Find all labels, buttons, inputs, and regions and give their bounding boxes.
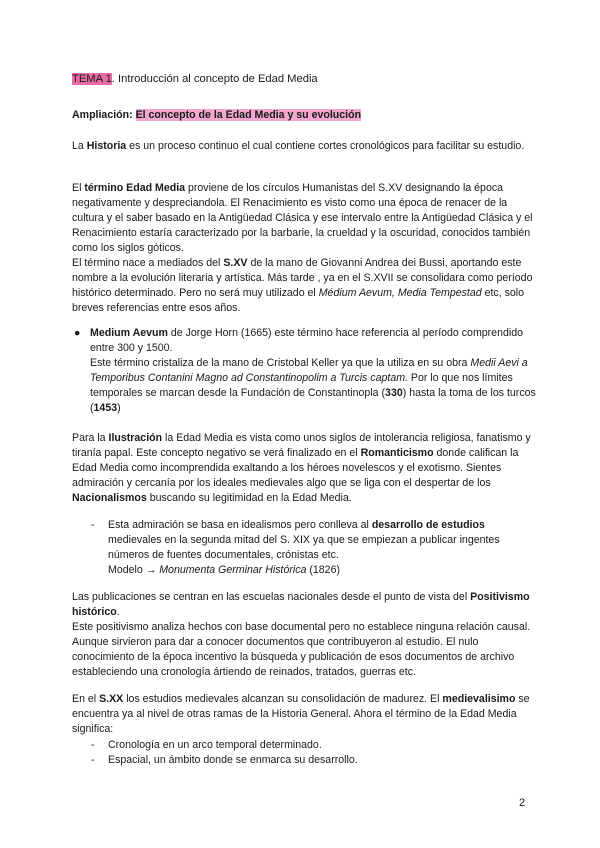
list-item: - Espacial, un ámbito donde se enmarca su desarrollo. [91,754,358,766]
page-number: 2 [519,797,526,809]
subtitle-highlight: El concepto de la Edad Media y su evolución [135,109,362,121]
dash-icon: - [91,739,95,751]
dash-icon: - [91,754,95,766]
list-item: - Esta admiración se basa en idealismos pero conlleva al desarrollo de estudios medievales en la segunda mitad del S. XIX ya que se empiezan a publicar ingentes números de fuentes documentales, crónistas etc. Modelo → Monumenta Germinar Histórica (1826) [91,519,500,576]
bullet-icon: ● [74,327,81,339]
section-subtitle: Ampliación: El concepto de la Edad Media y su evolución [72,109,362,121]
list-item: - Cronología en un arco temporal determinado. [91,739,322,751]
paragraph-historia: La Historia es un proceso continuo el cual contiene cortes cronológicos para facilitar su estudio. [72,140,525,152]
paragraph-ilustracion: Para la Ilustración la Edad Media es vista como unos siglos de intolerancia religiosa, fanatismo y tiranía papal. Este concepto negativo se verá finalizado en el Romanticismo donde califican la Edad Media como incomprendida exaltando a los héroes novelescos y el exotismo. Sientes admiración y cercanía por los ideales medievales algo que se liga con el despertar de los Nacionalismos buscando su legitimidad en la Edad Media. [72,432,531,504]
dash-icon: - [91,519,95,531]
page-title: TEMA 1. Introducción al concepto de Edad Media [72,73,318,85]
title-tag: TEMA 1 [72,73,112,85]
list-item: ● Medium Aevum de Jorge Horn (1665) este término hace referencia al período comprendido entre 300 y 1500. Este término cristaliza de la mano de Cristobal Keller ya que la utiliza en su obra Medii Aevi a Temporibus Contanini Magno ad Constantinopolim a Turcis captam. Por lo que nos límites temporales se marcan desde la Fundación de Constantinopla (330) hasta la toma de los turcos (1453) [74,327,536,414]
paragraph-termino: El término Edad Media proviene de los círculos Humanistas del S.XV designando la época negativamente y despreciandola. El Renacimiento es visto como una época de renacer de la cultura y el saber basado en la Antigüedad Clásica y ese intervalo entre la Antigüedad Clásica y el Renacimiento estaría caracterizado por la barbarie, la crueldad y la oscuridad, conocidos también como los siglos góticos. El término nace a mediados del S.XV de la mano de Giovanni Andrea dei Bussi, aportando este nombre a la evolución literaria y artística. Más tarde , ya en el S.XVII se consolidara como período histórico determinado. Pero no será muy utilizado el Médium Aevum, Media Tempestad etc, solo breves referencias entre esos años. [72,182,533,314]
paragraph-sxx: En el S.XX los estudios medievales alcanzan su consolidación de madurez. El medievalisimo se encuentra ya al nivel de otras ramas de la Historia General. Ahora el término de la Edad Media significa: [72,693,530,735]
paragraph-positivismo: Las publicaciones se centran en las escuelas nacionales desde el punto de vista del Positivismo histórico. Este positivismo analiza hechos con base documental pero no establece ninguna relación causal. Aunque sirvieron para dar a conocer documentos que contribuyeron al estudio. El nulo conocimiento de la época incentivo la búsqueda y publicación de esos documentos de archivo estableciendo una cronología ártiendo de reinados, tratados, guerras etc. [72,591,531,678]
